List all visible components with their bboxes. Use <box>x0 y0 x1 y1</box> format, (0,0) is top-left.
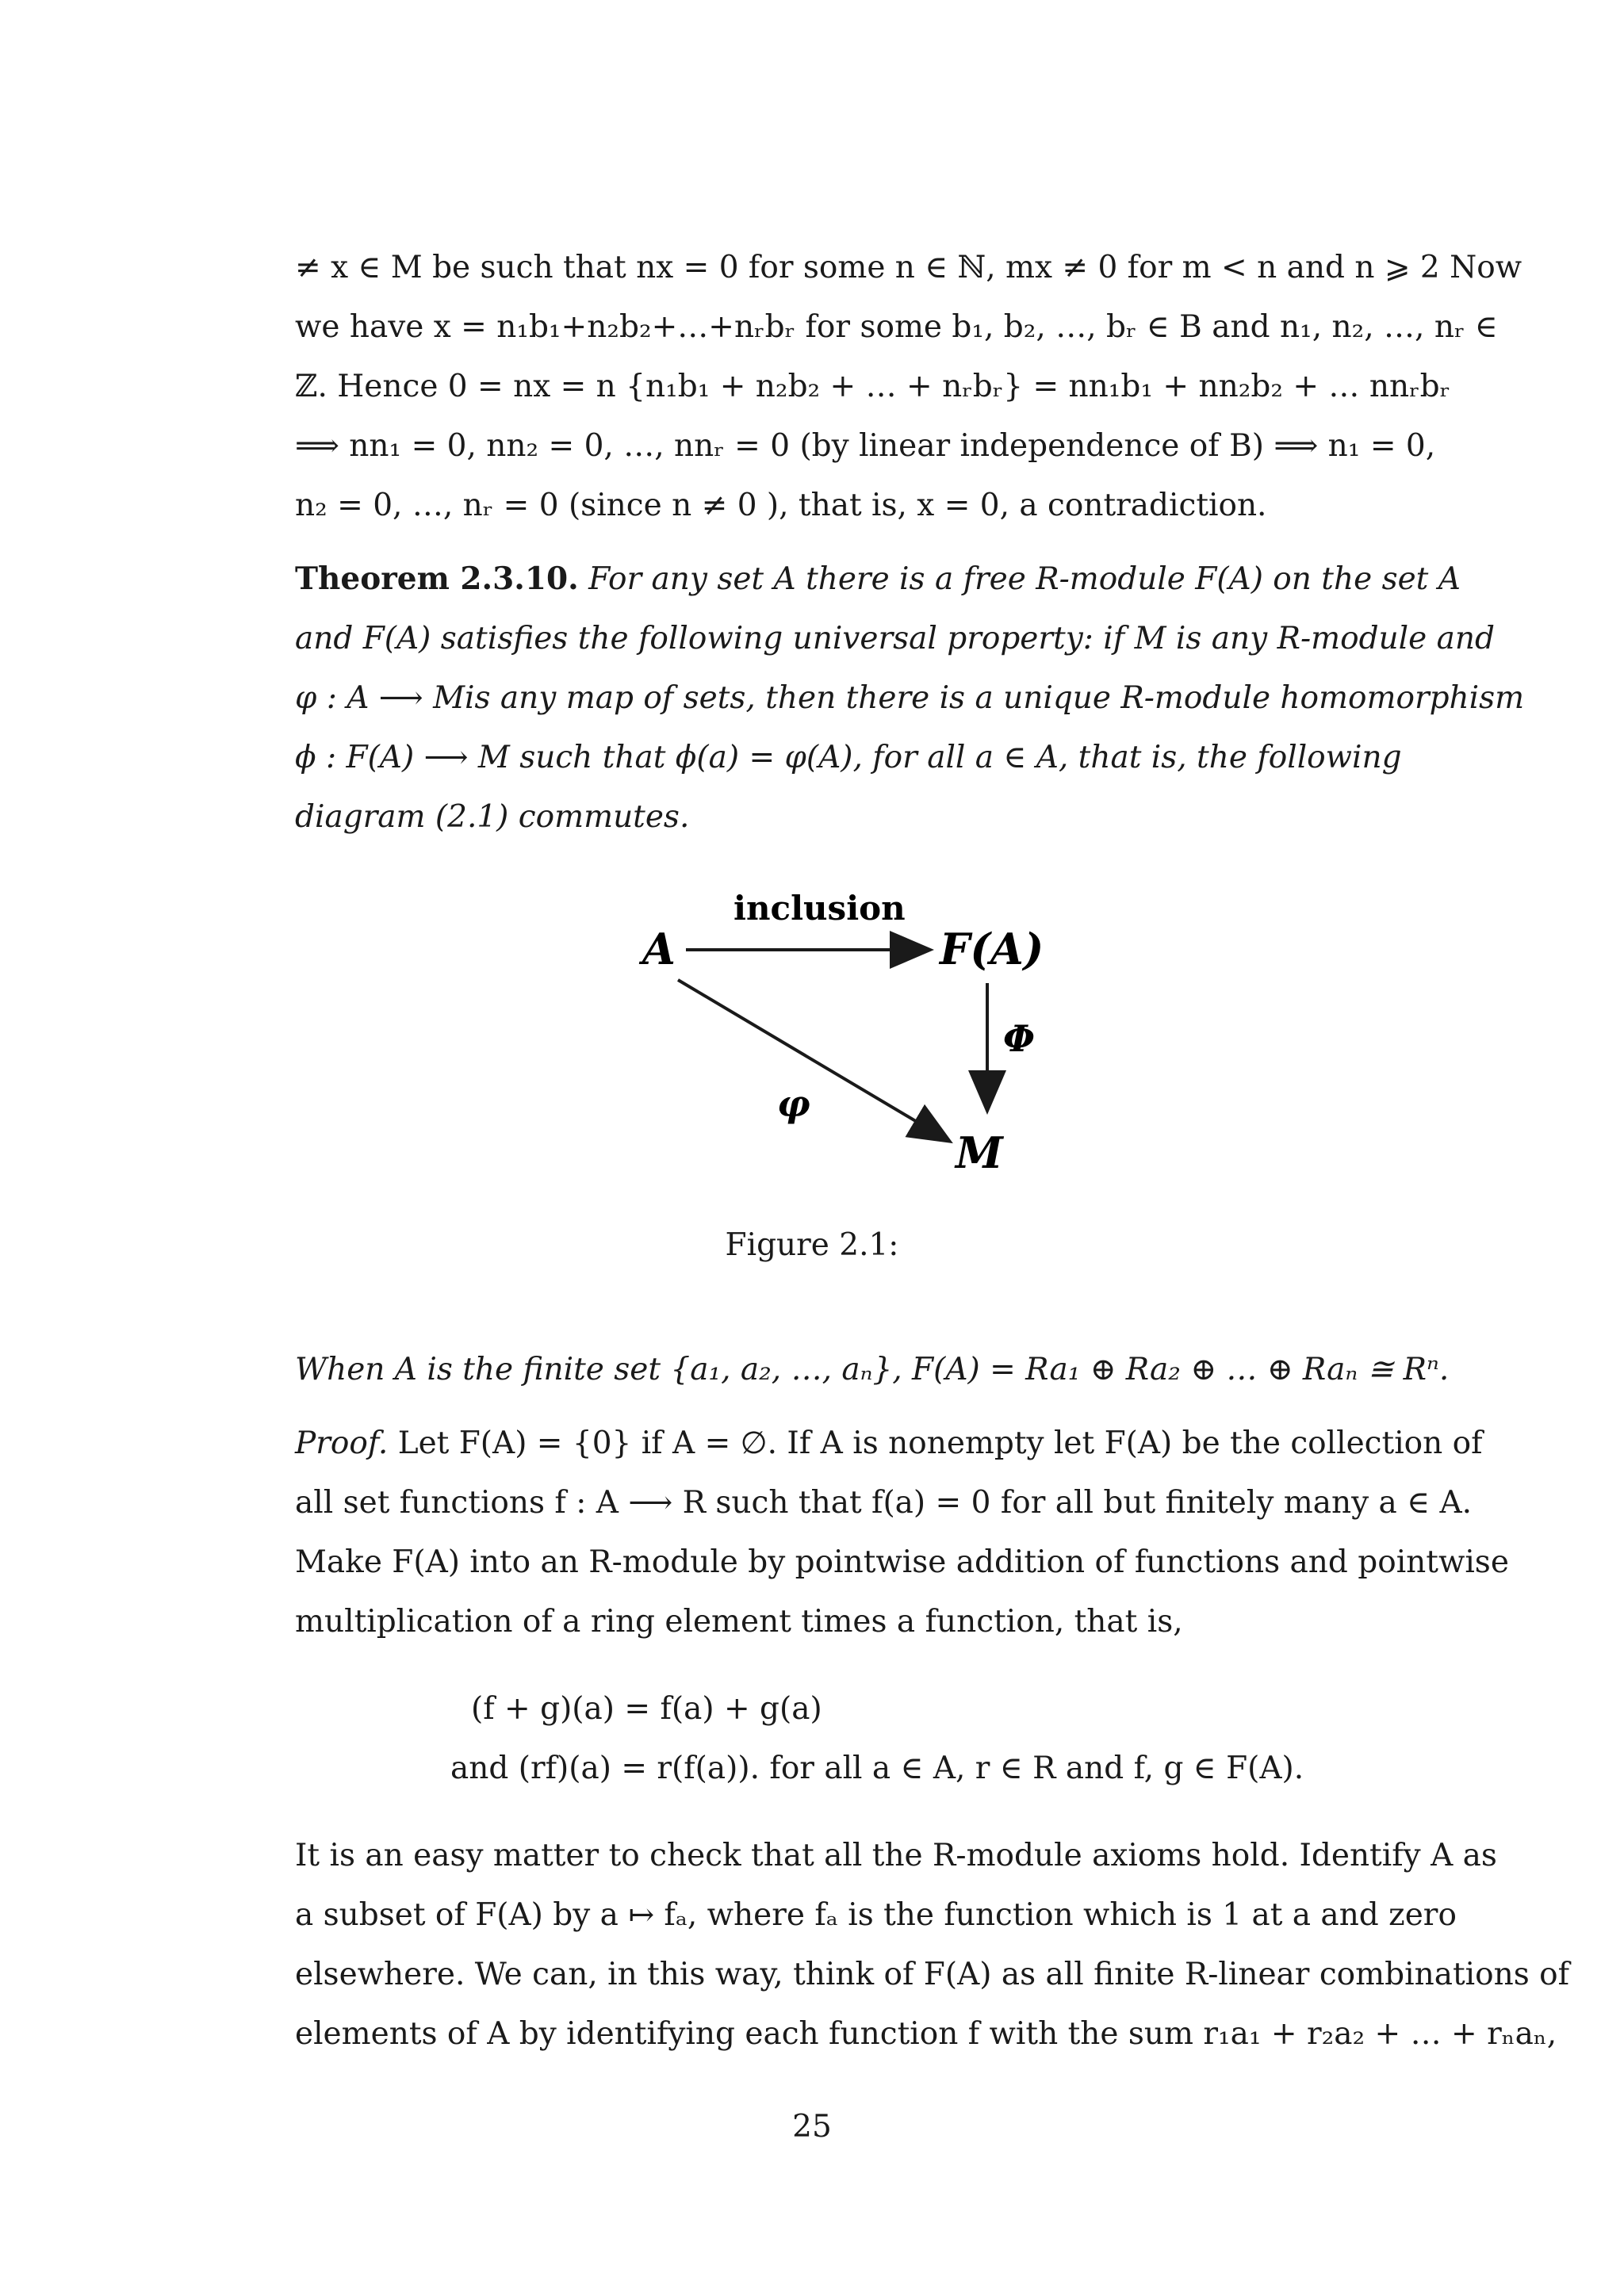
arrow-label-phi: Φ <box>1003 1017 1036 1060</box>
proof-line <box>295 1414 1483 1473</box>
text-line: we have x = n₁b₁+n₂b₂+…+nᵣbᵣ for some b₁, b₂, …, bᵣ ∈ B and n₁, n₂, …, nᵣ ∈ <box>295 309 1498 345</box>
text-line: elsewhere. We can, in this way, think of F(A) as all finite R-linear combinations of <box>295 1957 1570 1992</box>
theorem-line: and F(A) satisfies the following universal property: if M is any R-module and <box>295 621 1495 656</box>
page-body <box>295 238 1525 847</box>
text-line: ⟹ nn₁ = 0, nn₂ = 0, …, nnᵣ = 0 (by linear independence of B) ⟹ n₁ = 0, <box>295 428 1436 464</box>
text-line: elements of A by identifying each function f with the sum r₁a₁ + r₂a₂ + … + rₙaₙ, <box>295 2016 1557 2052</box>
text-line: ≠ x ∈ M be such that nx = 0 for some n ∈ ℕ, mx ≠ 0 for m < n and n ⩾ 2 Now <box>295 250 1522 285</box>
remark-line: When A is the finite set {a₁, a₂, …, aₙ}, F(A) = Ra₁ ⊕ Ra₂ ⊕ … ⊕ Raₙ ≅ Rⁿ. <box>295 1352 1450 1387</box>
text-line: a subset of F(A) by a ↦ fₐ, where fₐ is the function which is 1 at a and zero <box>295 1897 1457 1933</box>
theorem-text: For any set A there is a free R-module F(A) on the set A <box>588 561 1461 597</box>
proof-line: all set functions f : A ⟶ R such that f(a) = 0 for all but finitely many a ∈ A. <box>295 1485 1473 1521</box>
arrow-varphi <box>678 980 948 1140</box>
proof-line: multiplication of a ring element times a function, that is, <box>295 1604 1183 1640</box>
page-number: 25 <box>792 2109 832 2145</box>
equation-line: (f + g)(a) = f(a) + g(a) <box>471 1691 822 1727</box>
node-a: A <box>642 924 676 974</box>
commutative-diagram <box>634 878 1078 1196</box>
proof-heading: Proof. <box>295 1425 389 1461</box>
arrow-label-varphi: φ <box>777 1082 810 1125</box>
node-fa: F(A) <box>940 924 1044 974</box>
arrow-label-inclusion: inclusion <box>733 889 906 928</box>
text-line: n₂ = 0, …, nᵣ = 0 (since n ≠ 0 ), that is, x = 0, a contradiction. <box>295 488 1267 523</box>
page-body-lower <box>295 1340 1570 2064</box>
theorem-line: diagram (2.1) commutes. <box>295 799 690 835</box>
theorem-heading: Theorem 2.3.10. <box>295 561 579 597</box>
figure-caption: Figure 2.1: <box>725 1227 899 1263</box>
node-m: M <box>956 1127 1003 1178</box>
text-line: It is an easy matter to check that all the R-module axioms hold. Identify A as <box>295 1838 1497 1873</box>
proof-text: Let F(A) = {0} if A = ∅. If A is nonempty let F(A) be the collection of <box>397 1425 1483 1461</box>
text-line: ℤ. Hence 0 = nx = n {n₁b₁ + n₂b₂ + … + nᵣbᵣ} = nn₁b₁ + nn₂b₂ + … nnᵣbᵣ <box>295 369 1451 404</box>
equation-line: and (rf)(a) = r(f(a)). for all a ∈ A, r ∈ R and f, g ∈ F(A). <box>450 1751 1304 1786</box>
proof-line: Make F(A) into an R-module by pointwise addition of functions and pointwise <box>295 1544 1509 1580</box>
theorem-line: ϕ : F(A) ⟶ M such that ϕ(a) = φ(A), for all a ∈ A, that is, the following <box>295 740 1402 775</box>
theorem-line <box>295 549 1461 609</box>
theorem-line: φ : A ⟶ Mis any map of sets, then there is a unique R-module homomorphism <box>295 680 1525 716</box>
